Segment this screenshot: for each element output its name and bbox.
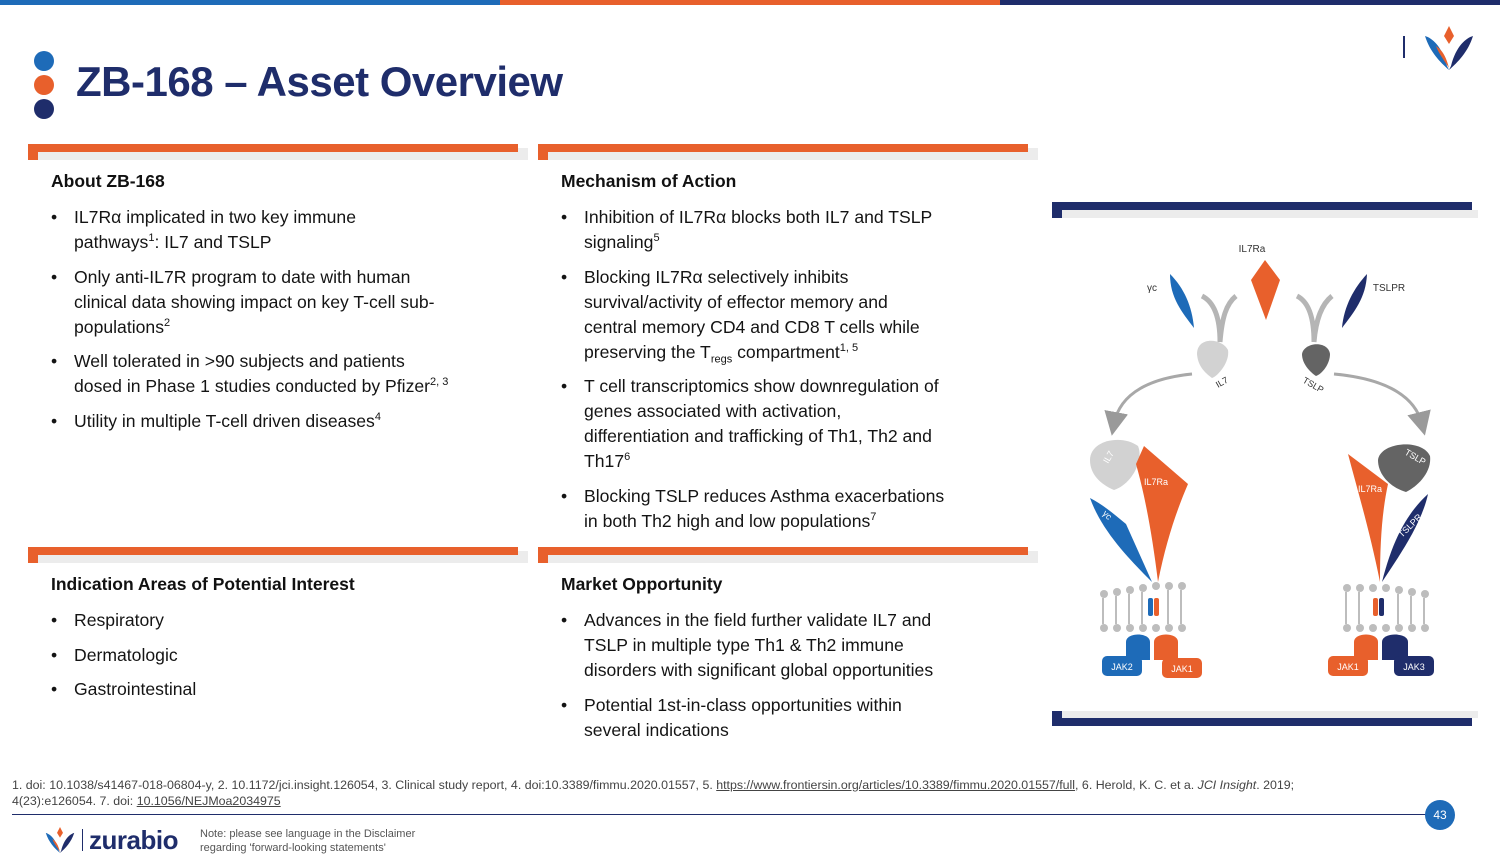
dot-navy <box>34 99 54 119</box>
page-title: ZB-168 – Asset Overview <box>76 58 563 105</box>
reference-link-nejm[interactable]: 10.1056/NEJMoa2034975 <box>136 793 281 808</box>
reference-link-frontiers[interactable]: https://www.frontiersin.org/articles/10.3389/fimmu.2020.01557/full <box>716 778 1076 792</box>
label-il7ra-left: IL7Ra <box>1144 477 1169 487</box>
jak1-right-badge <box>1328 656 1368 676</box>
top-color-stripe <box>0 0 1500 5</box>
arrow-left <box>1114 374 1192 424</box>
list-item: • Blocking IL7Rα selectively inhibits survival/activity of effector memory and central memory CD4 and CD8 T cells while preserving the $T_{regs}$ compartment$^{1, 5}$ <box>561 266 920 366</box>
panel-accent-bar <box>538 547 1028 563</box>
list-item: • Dermatologic <box>51 644 178 665</box>
market-panel <box>538 547 1028 752</box>
svg-text:JAK1: JAK1 <box>1337 662 1359 672</box>
logo-divider <box>1403 36 1405 58</box>
market-heading: Market Opportunity <box>561 574 723 594</box>
list-item: • Utility in multiple T-cell driven diseases$^4$ <box>51 410 381 431</box>
indications-heading: Indication Areas of Potential Interest <box>51 574 355 594</box>
il7-cytokine-shape <box>1197 341 1228 378</box>
gc-receptor-shape <box>1170 274 1194 328</box>
dot-orange <box>34 75 54 95</box>
complex-left-il7ra-shape <box>1136 446 1188 582</box>
list-item: • Potential 1st-in-class opportunities within several indications <box>561 694 902 740</box>
complex-right-tslpr-shape <box>1382 494 1428 582</box>
panel-accent-bar <box>28 547 518 563</box>
label-tslpr-right: TSLPR <box>1396 511 1424 540</box>
membrane-left <box>1100 582 1186 632</box>
mechanism-figure <box>1052 202 1472 726</box>
brand-name: zurabio <box>89 824 178 855</box>
about-panel <box>28 144 518 443</box>
label-gc: γc <box>1147 283 1157 294</box>
zurabio-footer-logo-icon <box>44 825 76 855</box>
list-item: • Respiratory <box>51 610 164 630</box>
list-item: • Well tolerated in >90 subjects and patients dosed in Phase 1 studies conducted by Pfizer$^{2, 3}$ <box>51 351 449 396</box>
list-item: • Gastrointestinal <box>51 679 197 699</box>
label-il7: IL7 <box>1214 374 1230 390</box>
svg-text:JAK3: JAK3 <box>1403 662 1425 672</box>
tslpr-receptor-shape <box>1342 274 1367 328</box>
receptor-stalk-left <box>1202 296 1236 342</box>
footer-brand <box>44 823 178 857</box>
list-item: • Blocking TSLP reduces Asthma exacerbations in both Th2 high and low populations$^7$ <box>561 485 945 531</box>
list-item: • Only anti-IL7R program to date with human clinical data showing impact on key T-cell sub- populations$^2$ <box>51 266 435 337</box>
panel-accent-bar <box>538 144 1028 160</box>
label-il7-left: IL7 <box>1101 449 1116 465</box>
jak2-badge <box>1102 656 1142 676</box>
tslp-cytokine-shape <box>1302 344 1330 376</box>
complex-left-gc-shape <box>1090 498 1152 582</box>
svg-text:JAK1: JAK1 <box>1171 664 1193 674</box>
il7-tslp-pathway-diagram <box>1052 202 1472 726</box>
label-il7ra-right: IL7Ra <box>1358 484 1383 494</box>
arrow-right <box>1334 374 1422 424</box>
jak1-left-badge <box>1162 658 1202 678</box>
panel-accent-bar <box>28 144 518 160</box>
moa-heading: Mechanism of Action <box>561 171 737 191</box>
stripe-navy <box>1000 0 1500 5</box>
complex-left-il7-shape <box>1090 440 1140 490</box>
references: 1. doi: 10.1038/s41467-018-06804-y, 2. 10.1172/jci.insight.126054, 3. Clinical study report, 4. doi:10.3389/fimmu.2020.01557, 5. https://www.frontiersin.org/articles/10.3389/fimmu.2020.01557/full, 6. Herold, K. C. et a. JCI Insight. 2019; 4(23):e126054. 7. doi: 10.1056/NEJMoa2034975 <box>12 778 1295 808</box>
list-item: • Inhibition of IL7Rα blocks both IL7 and TSLP signaling$^5$ <box>561 207 933 252</box>
stripe-blue <box>0 0 500 5</box>
market-list <box>538 608 1028 743</box>
list-item: • IL7Rα implicated in two key immune pathways$^1$: IL7 and TSLP <box>51 207 357 252</box>
label-tslp: TSLP <box>1301 375 1326 395</box>
about-list <box>28 205 518 434</box>
receptor-stalk-right <box>1297 296 1332 342</box>
moa-panel <box>538 144 1028 543</box>
brand-separator <box>82 829 83 851</box>
il7ra-receptor-shape <box>1251 260 1280 320</box>
label-tslpr: TSLPR <box>1372 283 1406 294</box>
membrane-right <box>1343 584 1429 632</box>
dot-blue <box>34 51 54 71</box>
label-tslp-right: TSLP <box>1403 447 1428 467</box>
list-item: • Advances in the field further validate IL7 and TSLP in multiple type Th1 & Th2 immune disorders with significant global opportunities <box>561 610 934 680</box>
footer-divider <box>12 814 1442 815</box>
list-item: • T cell transcriptomics show downregulation of genes associated with activation, differentiation and trafficking of Th1, Th2 and $Th17^6$ <box>561 376 939 471</box>
jak3-badge <box>1394 656 1434 676</box>
disclaimer: Note: please see language in the Disclaimer regarding 'forward-looking statements' <box>200 828 416 854</box>
label-il7ra-top: IL7Ra <box>1238 244 1266 255</box>
zurabio-logo-icon <box>1422 24 1476 72</box>
indications-panel <box>28 547 518 712</box>
label-gc-left: γc <box>1100 508 1115 522</box>
moa-list <box>538 205 1028 534</box>
title-dots <box>34 51 54 123</box>
svg-text:JAK2: JAK2 <box>1111 662 1133 672</box>
indications-list <box>28 608 518 702</box>
about-heading: About ZB-168 <box>51 171 165 191</box>
stripe-orange <box>500 0 1000 5</box>
page-number: 43 <box>1425 800 1455 830</box>
